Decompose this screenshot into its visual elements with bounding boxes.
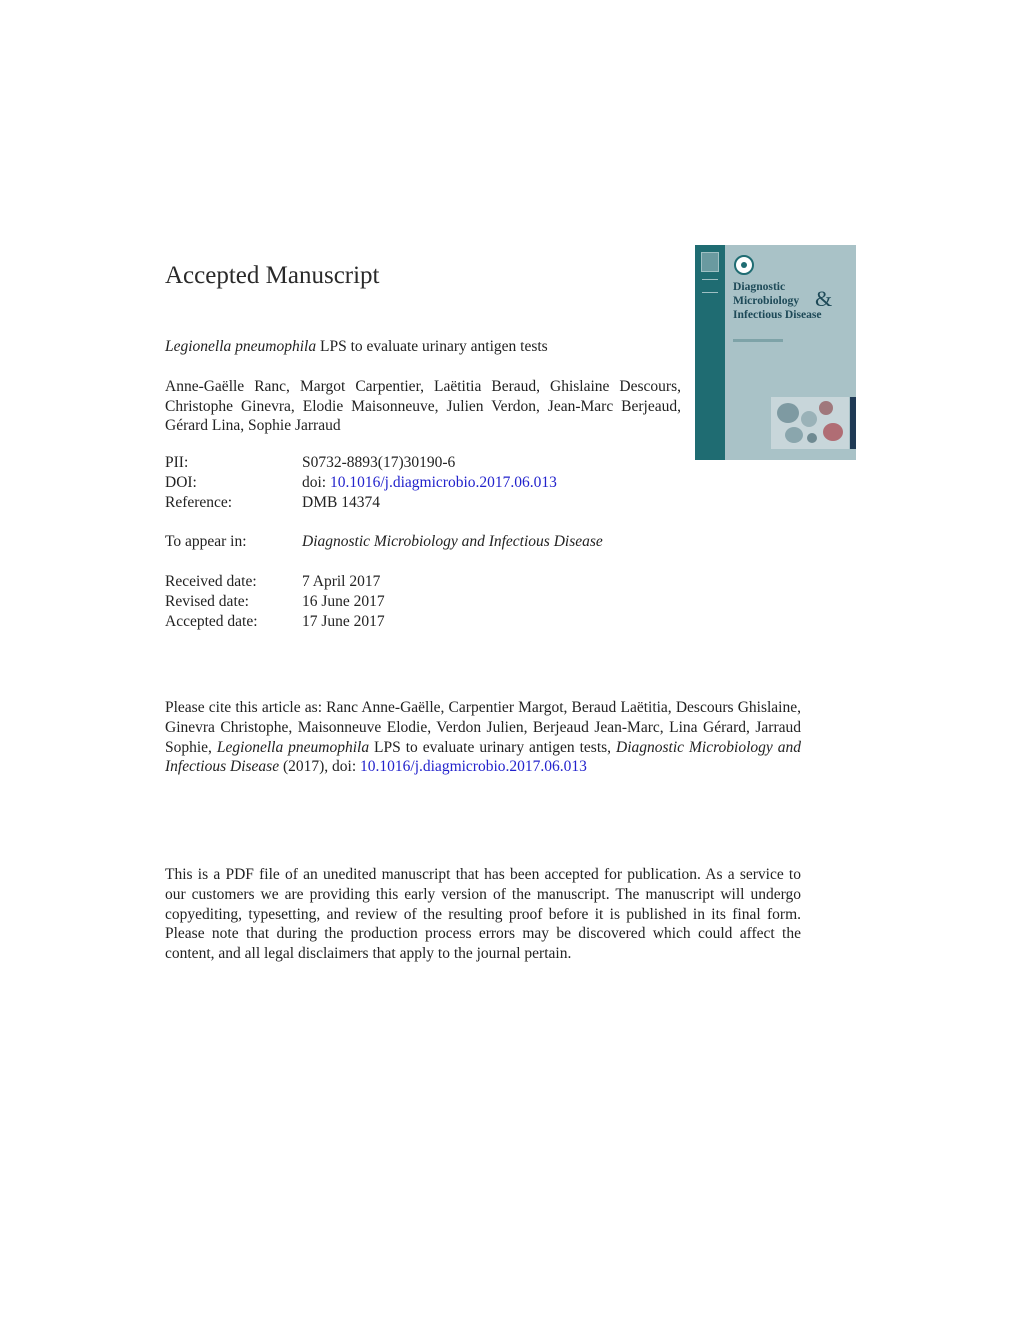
society-seal-icon [734, 255, 754, 275]
citation-journal: Diagnostic Microbiology and Infectious Disease [165, 738, 801, 776]
spine-text-block [702, 279, 718, 293]
cover-title-line2: Microbiology [733, 294, 800, 308]
author-list: Anne-Gaëlle Ranc, Margot Carpentier, Laëtitia Beraud, Ghislaine Descours, Christophe Ginevra, Elodie Maisonneuve, Julien Verdon, Jean-Marc Berjeaud, Gérard Lina, Sophie Jarraud [165, 378, 681, 435]
received-value: 7 April 2017 [302, 573, 381, 590]
appear-value: Diagnostic Microbiology and Infectious Disease [302, 533, 603, 550]
micrograph-cell [777, 403, 799, 423]
cover-ampersand: & [815, 286, 833, 311]
citation-intro: Please cite this article as: Ranc Anne-Gaëlle, Carpentier Margot, Beraud Laëtitia, Descours Ghislaine, Ginevra Christophe, Maisonneuve Elodie, Verdon Julien, Berjeaud Jean-Marc, Lina Gérard, Jarraud Sophie, [165, 699, 801, 756]
citation-year-doi: (2017), doi: [279, 758, 361, 776]
disclaimer-paragraph: This is a PDF file of an unedited manuscript that has been accepted for publication. As a service to our customers we are providing this early version of the manuscript. The manuscript will undergo copyediting, typesetting, and review of the resulting proof before it is published in its final form. Please note that during the production process errors may be discovered which could affect the content, and all legal disclaimers that apply to the journal pertain. [165, 866, 801, 963]
cover-url-line [733, 339, 783, 342]
cover-journal-title [733, 280, 855, 323]
micrograph-cell [823, 423, 843, 441]
seal-center [741, 262, 747, 268]
appear-label: To appear in: [165, 533, 247, 550]
pii-label: PII: [165, 454, 189, 471]
micrograph-cell [785, 427, 803, 443]
article-title-rest: LPS to evaluate urinary antigen tests [316, 338, 548, 355]
micrograph-cell [801, 411, 817, 427]
citation-mid: LPS to evaluate urinary antigen tests, [369, 738, 616, 756]
accepted-label: Accepted date: [165, 613, 258, 630]
article-title-organism: Legionella pneumophila [165, 338, 317, 355]
pii-value: S0732-8893(17)30190-6 [302, 454, 456, 471]
doi-prefix: doi: [302, 474, 330, 491]
citation-paragraph [165, 698, 801, 777]
cover-spine [695, 245, 725, 460]
manuscript-heading: Accepted Manuscript [165, 262, 380, 289]
journal-cover-image [695, 245, 856, 460]
accepted-value: 17 June 2017 [302, 613, 385, 630]
doi-label: DOI: [165, 474, 197, 491]
revised-value: 16 June 2017 [302, 593, 385, 610]
article-title [165, 338, 548, 356]
reference-label: Reference: [165, 494, 233, 511]
cover-edge-strip [850, 397, 856, 449]
elsevier-logo-icon [701, 252, 719, 272]
cover-title-line3: Infectious Disease [733, 308, 822, 322]
received-label: Received date: [165, 573, 257, 590]
cover-title-line1: Diagnostic [733, 280, 786, 293]
citation-doi-link[interactable]: 10.1016/j.diagmicrobio.2017.06.013 [360, 758, 587, 776]
revised-label: Revised date: [165, 593, 249, 610]
doi-value-wrap [302, 473, 557, 493]
doi-link[interactable]: 10.1016/j.diagmicrobio.2017.06.013 [330, 474, 557, 491]
reference-value: DMB 14374 [302, 494, 380, 511]
micrograph-cell [819, 401, 833, 415]
citation-organism: Legionella pneumophila [216, 738, 370, 756]
micrograph-cell [807, 433, 817, 443]
cover-micrograph-image [771, 397, 849, 449]
